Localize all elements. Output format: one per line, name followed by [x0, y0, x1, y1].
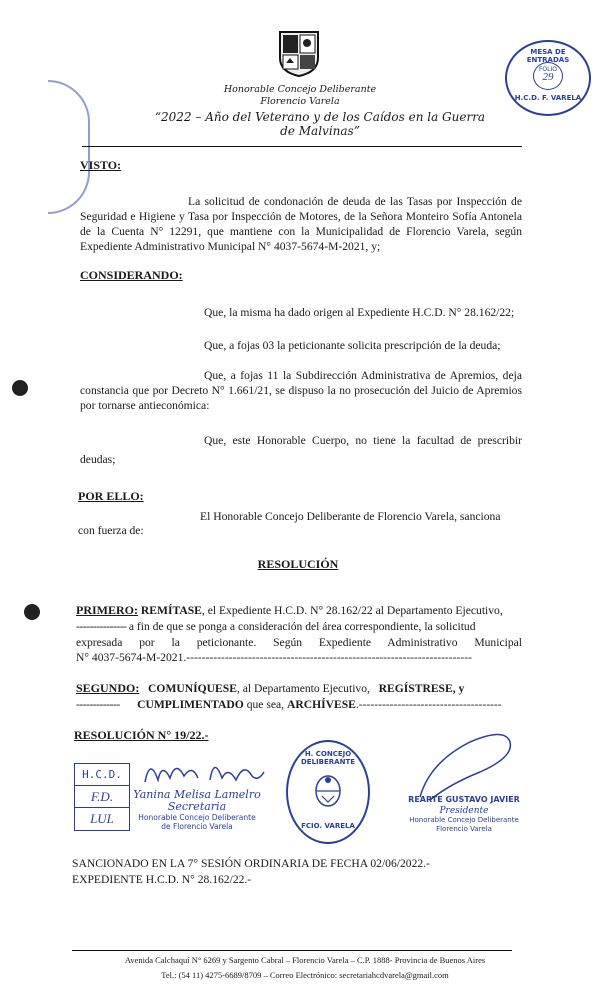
primero-line2: [76, 619, 522, 634]
signature-left-name: Yanina Melisa Lamelro: [133, 788, 261, 801]
segundo-verb-cumplimentado: CUMPLIMENTADO: [137, 698, 244, 711]
considerando-item-2: Que, a fojas 03 la peticionante solicita prescripción de la deuda;: [204, 339, 501, 352]
signature-right-name: REARTE GUSTAVO JAVIER: [408, 795, 520, 804]
seal-bottom-text: FCIO. VARELA: [301, 822, 355, 830]
primero-label: PRIMERO:: [76, 603, 138, 617]
signature-right-title: Presidente: [439, 806, 489, 816]
por-ello-line2: con fuerza de:: [78, 524, 144, 537]
primero-text2: a fin de que se ponga a consideración del área correspondiente, la solicitud: [128, 620, 476, 633]
segundo-trailing-dashes: .-------------------------------------: [355, 698, 502, 711]
por-ello-line1: El Honorable Concejo Deliberante de Florencio Varela, sanciona: [200, 510, 501, 523]
primero-line3: expresada por la peticionante. Según Expediente Administrativo Municipal: [76, 636, 522, 649]
por-ello-heading: POR ELLO:: [78, 489, 144, 503]
hcd-box-line3: LUL: [90, 811, 114, 826]
folio-box: [533, 62, 563, 90]
hcd-box-stamp: [74, 763, 130, 831]
folio-number: 29: [542, 71, 554, 83]
segundo-verb-registrese: REGÍSTRESE: [378, 682, 453, 695]
segundo-text2: que sea,: [243, 698, 285, 711]
resolucion-number: RESOLUCIÓN N° 19/22.-: [74, 728, 209, 742]
segundo-line2: [76, 697, 522, 712]
primero-dashes: ---------------: [76, 620, 129, 633]
punch-hole-lower: [24, 604, 40, 620]
header-rule: [82, 146, 522, 147]
segundo-label: SEGUNDO:: [76, 681, 140, 695]
primero-text1: , el Expediente H.C.D. N° 28.162/22 al Departamento Ejecutivo,: [201, 604, 503, 617]
hcd-box-line1: H.C.D.: [75, 764, 129, 786]
footer-contact: Tel.: (54 11) 4275-6689/8709 – Correo Electrónico: secretariahcdvarela@gmail.com: [161, 970, 449, 980]
segundo-line1: [76, 681, 522, 696]
mesa-entradas-ring-text: MESA DE ENTRADAS: [526, 48, 570, 64]
expediente-line: EXPEDIENTE H.C.D. N° 28.162/22.-: [72, 873, 252, 886]
signature-right-org2: Florencio Varela: [436, 825, 492, 833]
mesa-entradas-stamp: [505, 40, 591, 116]
signature-left-org2: de Florencio Varela: [161, 822, 233, 831]
header-institution: Honorable Concejo Deliberante: [223, 84, 377, 95]
visto-heading: VISTO:: [80, 158, 122, 172]
primero-verb: REMÍTASE: [140, 604, 202, 617]
folio-label: FOLIO: [538, 66, 557, 73]
signature-right-org1: Honorable Concejo Deliberante: [409, 816, 519, 824]
seal-top-text: H. CONCEJO DELIBERANTE: [301, 750, 355, 766]
segundo-verb-archivese: ARCHÍVESE: [286, 698, 356, 711]
segundo-lead-dashes: -------------: [76, 698, 120, 711]
considerando-item-4: Que, este Honorable Cuerpo, no tiene la facultad de prescribir deudas;: [80, 434, 522, 466]
header-motto: “2022 – Año del Veterano y de los Caídos en la Guerra de Malvinas”: [154, 110, 486, 138]
primero-line1: [76, 603, 522, 618]
segundo-verb-comuniquese: COMUNÍQUESE: [148, 682, 237, 695]
seal-emblem-icon: [314, 774, 342, 808]
mesa-entradas-bottom-text: H.C.D. F. VARELA: [514, 94, 582, 102]
primero-line4: N° 4037-5674-M-2021.--------------------------------------------------------------------------: [76, 651, 472, 664]
footer-address: Avenida Calchaquí N° 6269 y Sargento Cabral – Florencio Varela – C.P. 1888- Provincia de Buenos Aires: [124, 955, 486, 965]
segundo-text1: , al Departamento Ejecutivo,: [236, 682, 370, 695]
signature-left-title: Secretaria: [167, 800, 227, 813]
resolucion-title: RESOLUCIÓN: [257, 557, 339, 571]
signature-left-org1: Honorable Concejo Deliberante: [138, 813, 256, 822]
header-city: Florencio Varela: [260, 96, 340, 107]
sancionado-line: SANCIONADO EN LA 7° SESIÓN ORDINARIA DE FECHA 02/06/2022.-: [72, 857, 430, 870]
crest-logo: [278, 30, 320, 78]
hcd-box-line2: F.D.: [75, 786, 129, 808]
considerando-item-1: Que, la misma ha dado origen al Expediente H.C.D. N° 28.162/22;: [204, 306, 515, 319]
segundo-text-end: , y: [452, 682, 465, 695]
footer-rule: [72, 950, 512, 951]
visto-body: La solicitud de condonación de deuda de las Tasas por Inspección de Seguridad e Higiene y Tasa por Inspección de Motores, de la Señora Monteiro Sofía Antonela de la Cuenta N° 12291, que mantiene con la Municipalidad de Florencio Varela, según Expediente Administrativo Municipal N° 4037-5674-M-2021, y;: [80, 195, 522, 253]
concejo-seal: [286, 740, 370, 844]
punch-hole-upper: [12, 380, 28, 396]
considerando-heading: CONSIDERANDO:: [80, 268, 183, 282]
considerando-item-3: Que, a fojas 11 la Subdirección Administrativa de Apremios, deja constancia que por Decreto N° 1.661/21, se dispuso la no prosecución del Juicio de Apremios por tornarse antieconómica:: [80, 369, 522, 412]
